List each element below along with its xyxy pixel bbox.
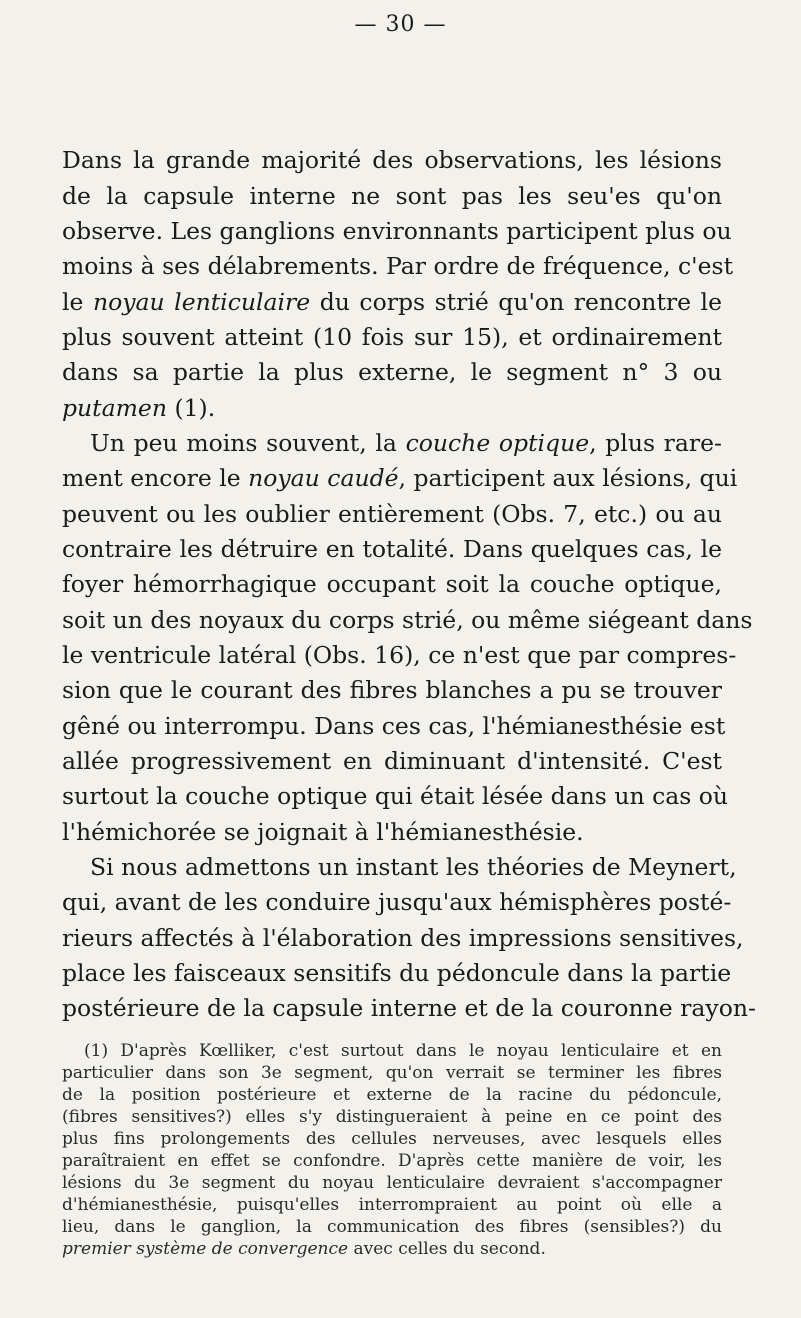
text-line: qui, avant de les conduire jusqu'aux hémisphères posté- — [62, 888, 732, 916]
text-line: observe. Les ganglions environnants participent plus ou — [62, 217, 732, 245]
italic-term: couche optique — [405, 429, 590, 457]
text-span: Un peu moins souvent, la — [90, 429, 406, 457]
text-line: de la capsule interne ne sont pas les seu'es qu'on — [62, 182, 722, 210]
footnote-line: plus fins prolongements des cellules nerveuses, avec lesquels elles — [62, 1129, 722, 1149]
text-span: le — [62, 288, 93, 316]
footnote-line: lésions du 3e segment du noyau lenticulaire devraient s'accompagner — [62, 1173, 722, 1193]
text-line: place les faisceaux sensitifs du pédoncule dans la partie — [62, 959, 732, 987]
text-line: le ventricule latéral (Obs. 16), ce n'est que par compres- — [62, 641, 737, 669]
italic-term: noyau lenticulaire — [92, 288, 311, 316]
footnote-line: de la position postérieure et externe de la racine du pédoncule, — [62, 1085, 722, 1105]
text-line: rieurs affectés à l'élaboration des impressions sensitives, — [62, 924, 744, 952]
text-span: du corps strié qu'on rencontre le — [310, 288, 722, 316]
text-line: contraire les détruire en totalité. Dans quelques cas, le — [62, 535, 722, 563]
footnote-line: particulier dans son 3e segment, qu'on verrait se terminer les fibres — [62, 1063, 722, 1083]
text-span: ment encore le — [62, 464, 249, 492]
footnote-line: lieu, dans le ganglion, la communication des fibres (sensibles?) du — [62, 1217, 722, 1237]
text-span: (1). — [166, 394, 216, 422]
text-line: soit un des noyaux du corps strié, ou même siégeant dans — [62, 606, 753, 634]
text-line: foyer hémorrhagique occupant soit la couche optique, — [62, 570, 722, 598]
italic-term: putamen — [62, 394, 167, 422]
text-line: dans sa partie la plus externe, le segment n° 3 ou — [62, 358, 722, 386]
page-number: — 30 — — [354, 12, 447, 37]
text-line — [62, 285, 722, 319]
text-line: allée progressivement en diminuant d'intensité. C'est — [62, 747, 722, 775]
italic-term: noyau caudé — [248, 464, 399, 492]
text-line: plus souvent atteint (10 fois sur 15), et ordinairement — [62, 323, 722, 351]
text-line: gêné ou interrompu. Dans ces cas, l'hémianesthésie est — [62, 712, 726, 740]
text-line: postérieure de la capsule interne et de la couronne rayon- — [62, 994, 756, 1022]
footnote-line: d'hémianesthésie, puisqu'elles interrompraient au point où elle a — [62, 1195, 722, 1215]
text-span: , plus rare- — [589, 429, 722, 457]
text-line — [90, 426, 722, 460]
footnote-line — [62, 1238, 722, 1260]
text-line: moins à ses délabrements. Par ordre de fréquence, c'est — [62, 252, 734, 280]
text-line — [62, 391, 722, 425]
text-line: Dans la grande majorité des observations, les lésions — [62, 146, 722, 174]
text-line: sion que le courant des fibres blanches a pu se trouver — [62, 676, 722, 704]
text-line: surtout la couche optique qui était lésée dans un cas où — [62, 782, 729, 810]
footnote-line: (1) D'après Kœlliker, c'est surtout dans le noyau lenticulaire et en — [84, 1041, 722, 1061]
text-span: , participent aux lésions, qui — [398, 464, 738, 492]
footnote-line: (fibres sensitives?) elles s'y distingueraient à peine en ce point des — [62, 1107, 722, 1127]
italic-term: premier système de convergence — [62, 1239, 349, 1259]
footnote-line: paraîtraient en effet se confondre. D'après cette manière de voir, les — [62, 1151, 722, 1171]
text-line — [62, 461, 738, 495]
text-line: l'hémichorée se joignait à l'hémianesthésie. — [62, 818, 584, 846]
text-line: Si nous admettons un instant les théories de Meynert, — [90, 853, 737, 881]
text-span: avec celles du second. — [348, 1239, 546, 1259]
text-line: peuvent ou les oublier entièrement (Obs. 7, etc.) ou au — [62, 500, 722, 528]
